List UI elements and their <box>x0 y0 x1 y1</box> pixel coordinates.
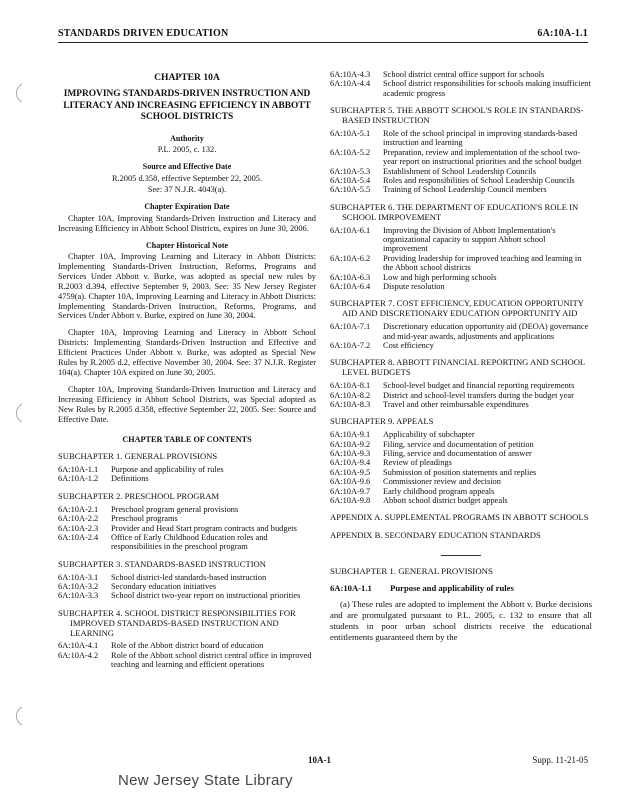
toc-entry-number: 6A:10A-6.1 <box>330 225 371 235</box>
rule-paragraph: (a) These rules are adopted to implement the Abbott v. Burke decisions and are promulgated pursuant to P.L. 2005, c. 132 to ensure that all students in poor urban school districts receive the educational entitlements guaranteed them by the <box>330 598 592 642</box>
toc-entry <box>330 322 592 341</box>
toc-entry-title: School district central office support for schools <box>383 70 545 79</box>
toc-subchapter: SUBCHAPTER 8. ABBOTT FINANCIAL REPORTING AND SCHOOL LEVEL BUDGETS <box>330 357 585 378</box>
toc-entry-number: 6A:10A-2.3 <box>58 523 99 533</box>
toc-heading: CHAPTER TABLE OF CONTENTS <box>122 434 252 444</box>
section-heading <box>330 583 592 593</box>
toc-entry-number: 6A:10A-5.1 <box>330 128 371 138</box>
source-text-1: R.2005 d.358, effective September 22, 2005. <box>111 173 263 183</box>
toc-entry-title: Cost efficiency <box>383 340 434 350</box>
authority-text: P.L. 2005, c. 132. <box>157 145 217 155</box>
toc-entry-number: 6A:10A-5.3 <box>330 166 371 176</box>
toc-entry-number: 6A:10A-1.2 <box>58 474 99 484</box>
toc-entry <box>58 591 316 600</box>
supplement-date: Supp. 11-21-05 <box>532 755 588 765</box>
toc-entry-number: 6A:10A-3.1 <box>58 572 99 582</box>
toc-subchapter: SUBCHAPTER 2. PRESCHOOL PROGRAM <box>58 490 220 501</box>
toc-entry-title: Preschool programs <box>111 514 178 524</box>
toc-entry <box>330 430 592 439</box>
toc-entry-title: Low and high performing schools <box>383 272 497 282</box>
toc-entry <box>58 573 316 582</box>
toc-entry-number: 6A:10A-7.1 <box>330 322 371 332</box>
toc-subchapter: SUBCHAPTER 4. SCHOOL DISTRICT RESPONSIBILITIES FOR IMPROVED STANDARDS-BASED INSTRUCTION AND LEARNING <box>58 607 296 638</box>
toc-subchapter: SUBCHAPTER 3. STANDARDS-BASED INSTRUCTION <box>58 558 266 569</box>
toc-entry-number: 6A:10A-3.2 <box>58 582 99 592</box>
toc-entry-number: 6A:10A-8.1 <box>330 381 371 391</box>
toc-entry <box>58 524 316 533</box>
toc-entry-number: 6A:10A-8.2 <box>330 390 371 400</box>
toc-entry <box>330 273 592 282</box>
toc-entry <box>58 582 316 591</box>
toc-entry-title: Office of Early Childhood Education roles and responsibilities in the preschool program <box>111 532 268 552</box>
toc-entry-number: 6A:10A-9.1 <box>330 430 371 440</box>
section-title: Purpose and applicability of rules <box>390 582 514 593</box>
toc-entry-title: Establishment of School Leadership Councils <box>383 166 537 176</box>
toc-subchapter: SUBCHAPTER 6. THE DEPARTMENT OF EDUCATION'S ROLE IN SCHOOL IMRPOVEMENT <box>330 201 579 222</box>
toc-entry-number: 6A:10A-5.5 <box>330 185 371 195</box>
toc-entry-title: Applicability of subchapter <box>383 430 475 440</box>
toc-entry-number: 6A:10A-7.2 <box>330 340 371 350</box>
toc-continued <box>330 70 592 98</box>
toc-entry-title: Preparation, review and implementation of the school two-year report on instructional priorities and the school budget <box>383 147 582 167</box>
right-column <box>330 70 592 643</box>
toc-entry-title: Review of pleadings <box>383 458 452 468</box>
toc-entry-number: 6A:10A-5.4 <box>330 176 371 185</box>
history-paragraph-3: Chapter 10A, Improving Standards-Driven Instruction and Literacy and Increasing Efficiency in Abbott School Districts, was Special adopted as New Rules by R.2005 d.358, effective September 22, 2005. See: Source and Effective Date. <box>58 384 316 424</box>
section-number: 6A:10A-1.1 <box>330 582 372 593</box>
toc-entry <box>330 70 592 79</box>
toc-subchapter: SUBCHAPTER 1. GENERAL PROVISIONS <box>58 451 218 462</box>
toc-entry-number: 6A:10A-9.7 <box>330 486 371 496</box>
punch-hole-mark <box>6 82 28 104</box>
toc-entry-number: 6A:10A-4.4 <box>330 79 371 89</box>
toc-right <box>330 106 592 541</box>
toc-entry <box>330 129 592 148</box>
toc-entry-number: 6A:10A-9.5 <box>330 467 371 477</box>
toc-entry-number: 6A:10A-6.2 <box>330 253 371 263</box>
toc-subchapter: SUBCHAPTER 5. THE ABBOTT SCHOOL'S ROLE IN STANDARDS-BASED INSTRUCTION <box>330 105 584 126</box>
toc-entry <box>58 465 316 474</box>
toc-entry-number: 6A:10A-6.3 <box>330 272 371 282</box>
toc-entry-title: School district responsibilities for schools making insufficient academic progress <box>383 79 591 98</box>
toc-entry <box>330 254 592 273</box>
toc-entry <box>330 487 592 496</box>
header-title: STANDARDS DRIVEN EDUCATION <box>58 28 229 39</box>
history-paragraph-1: Chapter 10A, Improving Learning and Literacy in Abbott Districts: Implementing Standards-Driven Instruction, Reforms, Programs and Services Under Abbott v. Burke, was adopted as special new rules by R.2003 d.394, effective September 9, 2003. See: 35 New Jersey Register 4759(a). Chapter 10A, Improving Learning and Literacy in Abbott Districts: Implementing Standards-Driven Instruction, Reforms, Programs, and Services Under Abbott v. Burke, expired on June 30, 2004. <box>58 252 316 321</box>
toc-entry-number: 6A:10A-9.4 <box>330 458 371 468</box>
toc-entry-number: 6A:10A-9.3 <box>330 449 371 459</box>
source-heading: Source and Effective Date <box>142 162 232 172</box>
toc-entry <box>330 167 592 176</box>
toc-entry-title: Filing, service and documentation of petition <box>383 439 534 449</box>
toc-entry-number: 6A:10A-2.1 <box>58 504 99 514</box>
toc-entry-title: Dispute resolution <box>383 282 445 291</box>
toc-entry <box>58 533 316 552</box>
toc-entry-title: Definitions <box>111 474 149 484</box>
toc-entry-number: 6A:10A-4.1 <box>58 641 99 651</box>
toc-entry-title: Purpose and applicability of rules <box>111 465 224 475</box>
left-column <box>58 60 316 670</box>
section-divider <box>441 555 481 556</box>
toc-entry-number: 6A:10A-1.1 <box>58 465 99 475</box>
toc-entry <box>330 148 592 167</box>
toc-entry-title: Roles and responsibilities of School Leadership Councils <box>383 176 575 185</box>
toc-entry <box>58 651 316 670</box>
toc-entry-title: Improving the Division of Abbott Implementation's organizational capacity to support Abbott school improvement <box>383 225 556 254</box>
toc-entry-title: Commissioner review and decision <box>383 477 501 487</box>
toc-entry-number: 6A:10A-6.4 <box>330 282 371 291</box>
toc-entry <box>58 641 316 650</box>
toc-entry-number: 6A:10A-5.2 <box>330 147 371 157</box>
toc-entry-number: 6A:10A-3.3 <box>58 591 99 601</box>
toc-entry-number: 6A:10A-4.3 <box>330 70 371 79</box>
toc-entry-title: Role of the school principal in improving standards-based instruction and learning <box>383 128 578 148</box>
toc-entry-title: Training of School Leadership Council members <box>383 185 547 195</box>
toc-entry-title: Providing leadership for improved teaching and learning in the Abbott school districts <box>383 253 582 273</box>
toc-entry-number: 6A:10A-2.2 <box>58 514 99 524</box>
toc-entry <box>58 474 316 483</box>
toc-entry <box>330 391 592 400</box>
toc-entry <box>330 282 592 291</box>
toc-entry <box>330 185 592 194</box>
toc-entry-title: Role of the Abbott district board of education <box>111 641 264 651</box>
page-number: 10A-1 <box>308 755 331 765</box>
toc-entry-title: School district-led standards-based instruction <box>111 572 267 582</box>
toc-entry <box>330 440 592 449</box>
toc-entry-title: School district two-year report on instructional priorities <box>111 591 301 601</box>
toc-entry-title: Role of the Abbott school district central office in improved teaching and learning and efficient operations <box>111 650 312 670</box>
toc-entry-number: 6A:10A-2.4 <box>58 532 99 542</box>
expiration-text: Chapter 10A, Improving Standards-Driven Instruction and Literacy and Increasing Efficiency in Abbott School Districts, expires on June 30, 2006. <box>58 213 316 233</box>
punch-hole-mark <box>6 705 28 727</box>
toc-entry-title: Submission of position statements and replies <box>383 467 537 477</box>
toc-entry-number: 6A:10A-8.3 <box>330 399 371 409</box>
toc-subchapter: APPENDIX A. SUPPLEMENTAL PROGRAMS IN ABBOTT SCHOOLS <box>330 512 589 523</box>
toc-entry <box>58 505 316 514</box>
toc-entry-title: Provider and Head Start program contracts and budgets <box>111 523 297 533</box>
toc-entry-title: Secondary education initiatives <box>111 582 217 592</box>
toc-subchapter: SUBCHAPTER 9. APPEALS <box>330 416 434 427</box>
history-heading: Chapter Historical Note <box>145 240 229 250</box>
toc-entry <box>330 477 592 486</box>
chapter-title: IMPROVING STANDARDS-DRIVEN INSTRUCTION AND LITERACY AND INCREASING EFFICIENCY IN ABBOTT SCHOOL DISTRICTS <box>63 89 311 123</box>
toc-entry <box>330 79 592 98</box>
toc-entry-title: Filing, service and documentation of answer <box>383 449 532 459</box>
toc-entry-number: 6A:10A-4.2 <box>58 650 99 660</box>
toc-entry <box>330 468 592 477</box>
toc-entry <box>330 176 592 185</box>
toc-entry-title: Preschool program general provisions <box>111 504 239 514</box>
toc-entry-title: Abbott school district budget appeals <box>383 496 508 506</box>
toc-entry <box>330 226 592 254</box>
toc-subchapter: SUBCHAPTER 7. COST EFFICIENCY, EDUCATION OPPORTUNITY AID AND DISCRETIONARY EDUCATION OPPORTUNITY AID <box>330 298 584 319</box>
toc-entry <box>330 458 592 467</box>
header-section-number: 6A:10A-1.1 <box>537 28 588 39</box>
toc-entry-title: School-level budget and financial reporting requirements <box>383 381 575 391</box>
history-paragraph-2: Chapter 10A, Improving Learning and Literacy in Abbott School Districts: Implementing Standards-Driven Instruction and Effective and Efficient Practices Under Abbott v. Burke, was adopted as Special New Rules by R.2005 d.2, effective November 30, 2004. See: 37 N.J.R. Register 104(a). Chapter 10A expired on June 30, 2005. <box>58 328 316 377</box>
toc-entry <box>330 381 592 390</box>
toc-entry <box>330 449 592 458</box>
toc-entry <box>330 400 592 409</box>
toc-entry-number: 6A:10A-9.6 <box>330 477 371 487</box>
toc-entry-title: District and school-level transfers during the budget year <box>383 390 574 400</box>
toc-left <box>58 452 316 670</box>
toc-entry-number: 6A:10A-9.8 <box>330 496 371 506</box>
punch-hole-mark <box>6 402 28 424</box>
source-text-2: See: 37 N.J.R. 4043(a). <box>147 185 227 195</box>
toc-subchapter: APPENDIX B. SECONDARY EDUCATION STANDARDS <box>330 530 541 541</box>
toc-entry-title: Discretionary education opportunity aid (DEOA) governance and mid-year awards, adjustments and applications <box>383 322 589 341</box>
toc-entry <box>330 496 592 505</box>
subchapter-title: SUBCHAPTER 1. GENERAL PROVISIONS <box>330 566 493 577</box>
expiration-heading: Chapter Expiration Date <box>144 202 230 212</box>
toc-entry-title: Early childhood program appeals <box>383 486 495 496</box>
chapter-number: CHAPTER 10A <box>154 72 220 83</box>
header-rule <box>58 42 588 43</box>
library-stamp: New Jersey State Library <box>118 772 293 789</box>
authority-heading: Authority <box>170 133 204 143</box>
toc-entry-number: 6A:10A-9.2 <box>330 439 371 449</box>
toc-entry-title: Travel and other reimbursable expenditures <box>383 399 529 409</box>
toc-entry <box>58 514 316 523</box>
toc-entry <box>330 341 592 350</box>
